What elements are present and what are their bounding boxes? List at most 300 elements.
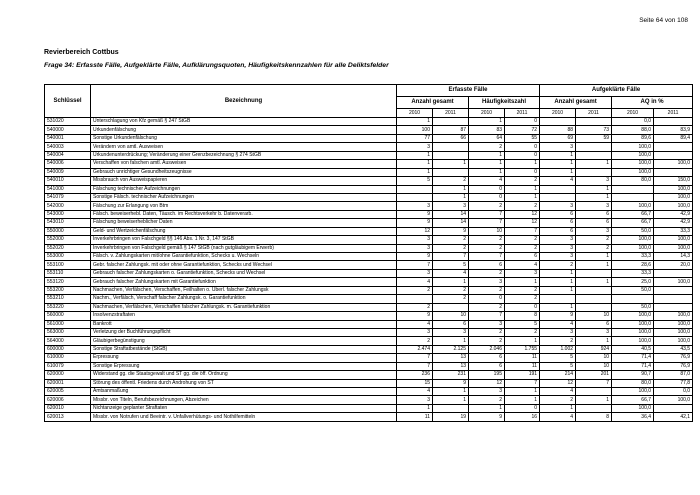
cell-value: 11	[397, 413, 433, 421]
cell-value: 10	[576, 312, 612, 320]
cell-value: 66,7	[612, 210, 654, 218]
cell-value: 2	[540, 396, 576, 404]
cell-value: 2.046	[469, 345, 505, 353]
cell-bezeichnung: Fälschung technischer Aufzeichnungen	[91, 185, 397, 193]
table-row	[45, 396, 693, 404]
cell-value: 1	[576, 185, 612, 193]
cell-value: 100,0	[654, 278, 693, 286]
cell-value: 4	[540, 413, 576, 421]
cell-value: 9	[433, 227, 469, 235]
cell-value	[397, 193, 433, 201]
cell-value: 1	[540, 269, 576, 277]
statistics-table	[44, 84, 693, 422]
cell-value: 0,0	[612, 118, 654, 126]
cell-value: 1	[397, 118, 433, 126]
cell-value: 73	[576, 126, 612, 134]
cell-schluessel: 561000	[45, 320, 91, 328]
cell-value: 33,3	[612, 253, 654, 261]
header-year: 2011	[433, 109, 469, 118]
cell-value: 2	[576, 236, 612, 244]
cell-value	[576, 404, 612, 412]
cell-value: 33,3	[612, 269, 654, 277]
cell-value	[576, 295, 612, 303]
cell-value: 1	[540, 278, 576, 286]
cell-value: 1.755	[505, 345, 540, 353]
cell-value: 100,0	[612, 337, 654, 345]
cell-value: 3	[397, 143, 433, 151]
cell-value: 10	[433, 312, 469, 320]
cell-value: 5	[505, 320, 540, 328]
table-row	[45, 126, 693, 134]
cell-schluessel: 540003	[45, 143, 91, 151]
cell-schluessel: 540001	[45, 134, 91, 142]
cell-schluessel: 553220	[45, 303, 91, 311]
cell-bezeichnung: Sonstige Urkundenfälschung	[91, 134, 397, 142]
cell-value	[540, 118, 576, 126]
cell-value: 2	[540, 337, 576, 345]
table-row	[45, 328, 693, 336]
table-row	[45, 404, 693, 412]
cell-value: 3	[397, 269, 433, 277]
cell-value: 150,0	[654, 177, 693, 185]
cell-value: 2	[433, 244, 469, 252]
cell-value: 42,9	[654, 219, 693, 227]
cell-value: 2	[469, 303, 505, 311]
cell-value: 2	[505, 328, 540, 336]
cell-value: 66,7	[612, 396, 654, 404]
cell-value	[540, 295, 576, 303]
cell-bezeichnung: Bankrott	[91, 320, 397, 328]
header-year: 2010	[397, 109, 433, 118]
cell-value: 7	[576, 379, 612, 387]
cell-schluessel: 610079	[45, 362, 91, 370]
cell-bezeichnung: Widerstand gg. die Staatsgewalt und ST gg. die öff. Ordnung	[91, 371, 397, 379]
cell-value: 1	[505, 193, 540, 201]
cell-value: 76,9	[654, 354, 693, 362]
cell-bezeichnung: Sonstige Straftatbestände (StGB)	[91, 345, 397, 353]
cell-value: 6	[469, 261, 505, 269]
table-row	[45, 362, 693, 370]
cell-value: 9	[469, 413, 505, 421]
cell-value: 2	[433, 286, 469, 294]
cell-value: 1	[540, 404, 576, 412]
cell-value: 11	[505, 354, 540, 362]
cell-bezeichnung: Missbr. von Notrufen und Beeintr. v. Unfallverhütungs- und Nothilfemitteln	[91, 413, 397, 421]
cell-value	[654, 143, 693, 151]
cell-value: 100,0	[612, 160, 654, 168]
cell-schluessel: 540006	[45, 160, 91, 168]
cell-schluessel: 543010	[45, 219, 91, 227]
cell-value: 33,3	[654, 227, 693, 235]
cell-value: 55	[505, 134, 540, 142]
header-year: 2010	[469, 109, 505, 118]
cell-value: 2	[505, 202, 540, 210]
header-year: 2011	[505, 109, 540, 118]
cell-value: 1	[505, 396, 540, 404]
cell-value: 4	[397, 320, 433, 328]
table-row	[45, 236, 693, 244]
table-row	[45, 210, 693, 218]
cell-value: 6	[469, 354, 505, 362]
cell-value	[433, 303, 469, 311]
cell-value: 1	[505, 388, 540, 396]
table-row	[45, 227, 693, 235]
cell-value: 2	[469, 269, 505, 277]
cell-value: 100,0	[654, 160, 693, 168]
cell-value: 100,0	[654, 202, 693, 210]
cell-value: 4	[433, 269, 469, 277]
cell-value: 2	[469, 244, 505, 252]
table-row	[45, 202, 693, 210]
cell-value: 4	[540, 320, 576, 328]
cell-value: 100,0	[654, 193, 693, 201]
cell-value: 0	[505, 151, 540, 159]
cell-schluessel: 610000	[45, 354, 91, 362]
cell-value: 11	[505, 362, 540, 370]
cell-value: 36,4	[612, 413, 654, 421]
cell-value: 64	[469, 134, 505, 142]
table-row	[45, 388, 693, 396]
table-row	[45, 379, 693, 387]
cell-schluessel: 540004	[45, 151, 91, 159]
cell-value: 6	[540, 227, 576, 235]
cell-value	[654, 151, 693, 159]
cell-value	[654, 168, 693, 176]
cell-value: 100,0	[612, 388, 654, 396]
cell-value: 3	[505, 269, 540, 277]
cell-value: 20,0	[654, 261, 693, 269]
cell-value: 3	[576, 227, 612, 235]
cell-schluessel: 543000	[45, 210, 91, 218]
cell-value: 100,0	[654, 185, 693, 193]
cell-value: 7	[469, 210, 505, 218]
cell-schluessel: 552020	[45, 244, 91, 252]
cell-value: 7	[469, 219, 505, 227]
cell-value: 2	[540, 261, 576, 269]
cell-schluessel: 553210	[45, 295, 91, 303]
cell-value: 2	[576, 244, 612, 252]
cell-value: 69	[540, 134, 576, 142]
cell-value: 1	[433, 160, 469, 168]
cell-value: 15	[397, 379, 433, 387]
cell-value	[576, 118, 612, 126]
table-row	[45, 371, 693, 379]
cell-value: 7	[397, 354, 433, 362]
cell-schluessel: 540009	[45, 168, 91, 176]
cell-value: 2	[505, 244, 540, 252]
cell-value: 9	[397, 219, 433, 227]
cell-value	[433, 118, 469, 126]
cell-value: 2	[469, 202, 505, 210]
cell-value: 2	[397, 286, 433, 294]
cell-value: 4	[540, 177, 576, 185]
table-row	[45, 219, 693, 227]
cell-value: 0	[505, 303, 540, 311]
cell-value: 100,0	[654, 312, 693, 320]
cell-value: 1	[433, 337, 469, 345]
table-row	[45, 312, 693, 320]
cell-value: 87	[433, 126, 469, 134]
cell-value: 1	[469, 168, 505, 176]
cell-value: 88,0	[612, 126, 654, 134]
cell-schluessel: 620010	[45, 404, 91, 412]
cell-value: 76,9	[654, 362, 693, 370]
cell-value	[576, 151, 612, 159]
header-aq: AQ in %	[612, 97, 693, 109]
cell-value: 100,0	[654, 396, 693, 404]
cell-value: 2	[433, 236, 469, 244]
cell-value: 42,9	[654, 210, 693, 218]
cell-value: 9	[397, 210, 433, 218]
table-row	[45, 295, 693, 303]
cell-value: 3	[397, 328, 433, 336]
cell-value: 8	[505, 312, 540, 320]
cell-value: 1	[576, 160, 612, 168]
table-row	[45, 160, 693, 168]
cell-value: 201	[576, 371, 612, 379]
cell-value: 83	[469, 126, 505, 134]
cell-value: 1	[469, 151, 505, 159]
cell-value: 7	[397, 261, 433, 269]
cell-value: 19	[433, 413, 469, 421]
cell-value: 2.474	[397, 345, 433, 353]
cell-bezeichnung: Fälschung beweiserheblicher Daten	[91, 219, 397, 227]
cell-value: 100,0	[612, 143, 654, 151]
cell-value	[654, 404, 693, 412]
table-row	[45, 151, 693, 159]
cell-value: 87,0	[654, 371, 693, 379]
cell-value: 2	[397, 303, 433, 311]
cell-bezeichnung: Urkundenfälschung	[91, 126, 397, 134]
cell-value: 9	[397, 253, 433, 261]
cell-value: 2	[469, 143, 505, 151]
cell-value: 231	[433, 371, 469, 379]
cell-value: 1	[469, 118, 505, 126]
cell-value	[612, 295, 654, 303]
cell-value: 71,4	[612, 362, 654, 370]
cell-value	[540, 193, 576, 201]
cell-value: 2	[469, 328, 505, 336]
cell-value	[397, 295, 433, 303]
cell-schluessel: 620006	[45, 396, 91, 404]
cell-value	[433, 404, 469, 412]
cell-value: 13	[433, 362, 469, 370]
cell-value: 100,0	[654, 236, 693, 244]
cell-value: 0	[505, 168, 540, 176]
cell-value: 72	[505, 126, 540, 134]
cell-bezeichnung: Nachm., Verfälsch, Verschaff falscher Zahlungsk. o. Garantiefunktion	[91, 295, 397, 303]
cell-value: 5	[540, 354, 576, 362]
cell-value: 3	[540, 328, 576, 336]
cell-schluessel: 620013	[45, 413, 91, 421]
cell-value	[397, 185, 433, 193]
cell-value: 7	[505, 227, 540, 235]
cell-value: 3	[397, 202, 433, 210]
region-title: Revierbereich Cottbus	[44, 49, 119, 56]
cell-value: 3	[469, 278, 505, 286]
cell-schluessel: 552000	[45, 236, 91, 244]
cell-bezeichnung: Missbr. von Titeln, Berufsbezeichnungen, Abzeichen	[91, 396, 397, 404]
cell-value: 924	[576, 345, 612, 353]
cell-bezeichnung: Inverkehrbringen von Falschgeld §§ 146 Abs. 1 Nr. 3, 147 StGB	[91, 236, 397, 244]
cell-bezeichnung: Gläubigerbegünstigung	[91, 337, 397, 345]
cell-value	[654, 118, 693, 126]
cell-value: 3	[397, 244, 433, 252]
cell-schluessel: 541079	[45, 193, 91, 201]
cell-schluessel: 560000	[45, 312, 91, 320]
cell-value: 6	[505, 253, 540, 261]
cell-value: 100,0	[612, 168, 654, 176]
table-body	[45, 118, 693, 422]
cell-value: 80,0	[612, 379, 654, 387]
cell-value: 1	[397, 151, 433, 159]
cell-schluessel: 553000	[45, 253, 91, 261]
cell-value: 2.125	[433, 345, 469, 353]
cell-value: 43,5	[654, 345, 693, 353]
cell-value: 2	[505, 295, 540, 303]
cell-value	[433, 151, 469, 159]
cell-value: 7	[505, 379, 540, 387]
cell-bezeichnung: Gebrauch unrichtiger Gesundheitszeugnisse	[91, 168, 397, 176]
cell-value: 90,7	[612, 371, 654, 379]
cell-value: 7	[469, 253, 505, 261]
cell-value: 3	[540, 236, 576, 244]
cell-value: 3	[433, 328, 469, 336]
cell-value: 1	[397, 168, 433, 176]
cell-value: 100,0	[612, 312, 654, 320]
cell-bezeichnung: Gebr. falscher Zahlungsk. mit oder ohne Garantiefunktion, Schecks und Wechsel	[91, 261, 397, 269]
cell-value: 6	[576, 320, 612, 328]
cell-value: 100,0	[612, 151, 654, 159]
cell-value	[612, 193, 654, 201]
cell-bezeichnung: Amtsanmaßung	[91, 388, 397, 396]
table-row	[45, 269, 693, 277]
cell-value: 1	[433, 388, 469, 396]
cell-value: 88	[540, 126, 576, 134]
cell-value	[654, 303, 693, 311]
table-row	[45, 345, 693, 353]
cell-bezeichnung: Gebrauch falscher Zahlungskarten o. Garantiefunktion, Schecks und Wechsel	[91, 269, 397, 277]
header-bezeichnung: Bezeichnung	[91, 85, 397, 118]
cell-value: 236	[397, 371, 433, 379]
cell-value: 4	[469, 177, 505, 185]
header-year: 2011	[576, 109, 612, 118]
table-row	[45, 168, 693, 176]
cell-value: 8	[576, 413, 612, 421]
cell-value: 6	[433, 320, 469, 328]
cell-value: 1	[469, 160, 505, 168]
cell-value	[654, 269, 693, 277]
table-row	[45, 337, 693, 345]
cell-value: 4	[397, 388, 433, 396]
cell-bezeichnung: Sonstige Erpressung	[91, 362, 397, 370]
cell-value: 25,0	[612, 278, 654, 286]
cell-schluessel: 620005	[45, 388, 91, 396]
cell-value	[612, 185, 654, 193]
cell-value: 4	[540, 388, 576, 396]
cell-value: 1	[576, 253, 612, 261]
cell-value: 1	[505, 185, 540, 193]
cell-value: 12	[469, 379, 505, 387]
cell-value: 40,5	[612, 345, 654, 353]
cell-value	[540, 185, 576, 193]
table-row	[45, 320, 693, 328]
cell-value: 7	[469, 312, 505, 320]
cell-value: 66	[433, 134, 469, 142]
cell-bezeichnung: Fälsch. v. Zahlungskarten mit/ohne Garantiefunktion, Schecks u. Wechseln	[91, 253, 397, 261]
cell-value: 1	[433, 185, 469, 193]
table-row	[45, 278, 693, 286]
page-number: Seite 64 von 108	[639, 17, 688, 24]
cell-value: 28,6	[612, 261, 654, 269]
cell-value: 3	[540, 253, 576, 261]
cell-value: 13	[433, 354, 469, 362]
cell-value: 5	[433, 261, 469, 269]
cell-value	[654, 295, 693, 303]
cell-value: 100,0	[612, 328, 654, 336]
cell-value	[576, 303, 612, 311]
table-row	[45, 185, 693, 193]
cell-schluessel: 542000	[45, 202, 91, 210]
cell-value: 1	[540, 303, 576, 311]
cell-value: 50,0	[612, 303, 654, 311]
cell-value: 3	[397, 236, 433, 244]
cell-value: 1	[540, 151, 576, 159]
cell-bezeichnung: Missbrauch von Ausweispapieren	[91, 177, 397, 185]
cell-value: 6	[540, 219, 576, 227]
cell-value: 3	[469, 388, 505, 396]
cell-value: 1	[469, 404, 505, 412]
cell-value: 0	[505, 118, 540, 126]
cell-bezeichnung: Sonstige Fälsch. technischer Aufzeichnungen	[91, 193, 397, 201]
cell-value: 66,7	[612, 219, 654, 227]
cell-value: 1	[576, 193, 612, 201]
cell-value: 100,0	[612, 320, 654, 328]
table-row	[45, 253, 693, 261]
table-row	[45, 193, 693, 201]
cell-schluessel: 553110	[45, 269, 91, 277]
cell-schluessel: 541000	[45, 185, 91, 193]
cell-value: 1	[576, 396, 612, 404]
cell-schluessel: 620001	[45, 379, 91, 387]
cell-value: 9	[397, 312, 433, 320]
cell-schluessel: 550000	[45, 227, 91, 235]
cell-value: 77,8	[654, 379, 693, 387]
cell-value: 10	[469, 227, 505, 235]
cell-schluessel: 600000	[45, 345, 91, 353]
cell-value: 100,0	[612, 244, 654, 252]
cell-value: 14	[433, 210, 469, 218]
cell-bezeichnung: Insolvenzstraftaten	[91, 312, 397, 320]
cell-value: 3	[576, 202, 612, 210]
cell-value	[654, 286, 693, 294]
cell-value: 100,0	[654, 320, 693, 328]
cell-bezeichnung: Inverkehrbringen von Falschgeld gemäß § 147 StGB (nach gutgläubigem Erwerb)	[91, 244, 397, 252]
cell-bezeichnung: Geld- und Wertzeichenfälschung	[91, 227, 397, 235]
cell-value: 7	[397, 362, 433, 370]
cell-value: 1	[576, 278, 612, 286]
cell-schluessel: 563000	[45, 328, 91, 336]
cell-value: 3	[469, 320, 505, 328]
cell-value: 100,0	[654, 244, 693, 252]
cell-value: 2	[469, 236, 505, 244]
cell-value: 191	[505, 371, 540, 379]
cell-value: 2	[433, 177, 469, 185]
cell-value: 16	[505, 413, 540, 421]
cell-value: 2	[505, 177, 540, 185]
cell-value: 0	[469, 295, 505, 303]
cell-value: 6	[469, 362, 505, 370]
